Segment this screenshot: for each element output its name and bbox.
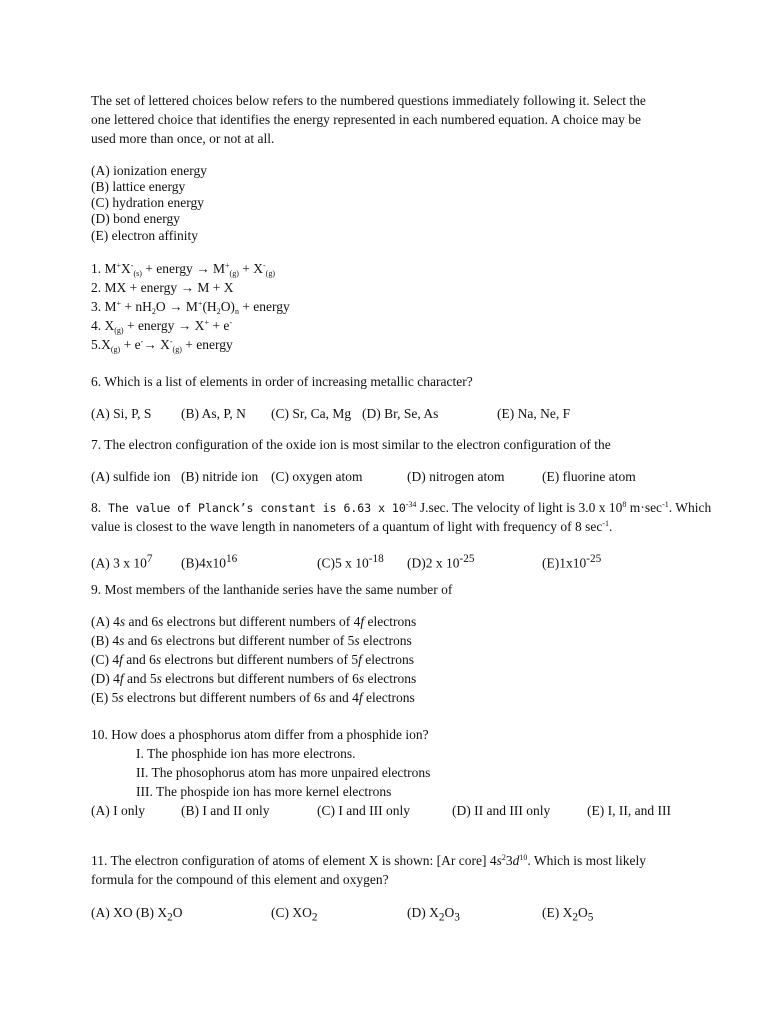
q9-choice-e: (E) 5s electrons but different numbers of 6s and 4f electrons [91, 690, 415, 705]
q11-choice-d: (D) $X_2O_3$ [407, 905, 460, 924]
q8-choice-e: $(E)1x10^{-25}$ [542, 553, 602, 571]
q10-choice-a: (A) I only [91, 803, 145, 818]
q10-statement-3: III. The phospide ion has more kernel electrons [136, 784, 392, 799]
q8-choice-a: (A) 3 x $10^7$ [91, 553, 153, 571]
q9-choice-d: (D) 4f and 5s electrons but different numbers of 6s electrons [91, 671, 417, 686]
energy-choice-c: (C) hydration energy [91, 195, 204, 210]
intro-line-3: used more than once, or not at all. [91, 131, 275, 146]
q8-stem-line-1: 8. The value of Planck’s constant is 6.63 x $10^{-34}$ J.sec. The velocity of light is 3.0 x $10^8$ $m\cdot\sec^{-1}$. Which [91, 500, 712, 515]
q9-choice-c: (C) 4f and 6s electrons but different numbers of 5f electrons [91, 652, 414, 667]
equation-5: $5.X_{(g)} + e^-\to X^-_{(g)}$ + energy [91, 337, 233, 354]
q10-statement-1: I. The phosphide ion has more electrons. [136, 746, 356, 761]
q7-choice-a: (A) sulfide ion [91, 469, 171, 484]
q9-choice-b: (B) 4s and 6s electrons but different number of 5s electrons [91, 633, 412, 648]
q6-choice-b: (B) As, P, N [181, 406, 246, 421]
energy-choice-a: (A) ionization energy [91, 163, 207, 178]
intro-line-2: one lettered choice that identifies the energy represented in each numbered equation. A choice may be [91, 112, 642, 127]
q11-stem-line-1: 11. The electron configuration of atoms of element X is shown: [Ar core] $4s^23d^{10}$. Which is most likely [91, 853, 647, 868]
energy-choice-d: (D) bond energy [91, 211, 180, 226]
q6-stem: 6. Which is a list of elements in order of increasing metallic character? [91, 374, 473, 389]
q11-choice-a: (A) XO [91, 905, 133, 920]
q11-stem-line-2: formula for the compound of this element and oxygen? [91, 872, 389, 887]
q10-choice-c: (C) I and III only [317, 803, 410, 818]
q7-choice-b: (B) nitride ion [181, 469, 259, 484]
q6-choice-e: (E) Na, Ne, F [497, 406, 571, 421]
q10-choice-b: (B) I and II only [181, 803, 270, 818]
q6-choice-c: (C) Sr, Ca, Mg [271, 406, 352, 421]
q11-choice-e: (E) $X_2O_5$ [542, 905, 594, 924]
q8-choice-b: $(B)4x10^{16}$ [181, 553, 238, 571]
q10-stem: 10. How does a phosphorus atom differ from a phosphide ion? [91, 727, 429, 742]
q7-choice-c: (C) oxygen atom [271, 469, 363, 484]
intro-line-1: The set of lettered choices below refers to the numbered questions immediately following it. Select the [91, 93, 646, 108]
q7-stem: 7. The electron configuration of the oxide ion is most similar to the electron configuration of the [91, 437, 611, 452]
q8-choice-d: (D)2 x $10^{-25}$ [407, 553, 475, 571]
q10-statement-2: II. The phosophorus atom has more unpaired electrons [136, 765, 431, 780]
q11-choice-c: (C) $XO_2$ [271, 905, 318, 924]
q8-choice-c: (C)5 x $10^{-18}$ [317, 553, 384, 571]
q10-choice-e: (E) I, II, and III [587, 803, 671, 818]
q6-choice-d: (D) Br, Se, As [362, 406, 439, 421]
energy-choice-b: (B) lattice energy [91, 179, 186, 194]
equation-1: 1. $M^+X^-_{(s)}$ + energy → $M^+_{(g)} + X^-_{(g)}$ [91, 261, 275, 278]
equation-3: 3. $M^+ + nH_2O \to M^+(H_2O)_n$ + energy [91, 299, 290, 316]
equation-4: 4. $X_{(g)}$ + energy → X+ + e- [91, 318, 232, 335]
q8-stem-line-2: value is closest to the wave length in nanometers of a quantum of light with frequency of 8 $\sec^{-1}$. [91, 519, 613, 534]
energy-choice-e: (E) electron affinity [91, 228, 198, 243]
q11-choice-b: (B) $X_2O$ [136, 905, 183, 924]
q7-choice-e: (E) fluorine atom [542, 469, 636, 484]
q6-choice-a: (A) Si, P, S [91, 406, 152, 421]
q7-choice-d: (D) nitrogen atom [407, 469, 505, 484]
q9-choice-a: (A) 4s and 6s electrons but different numbers of 4f electrons [91, 614, 417, 629]
equation-2: 2. MX + energy → M + X [91, 280, 234, 295]
q9-stem: 9. Most members of the lanthanide series have the same number of [91, 582, 453, 597]
q10-choice-d: (D) II and III only [452, 803, 551, 818]
